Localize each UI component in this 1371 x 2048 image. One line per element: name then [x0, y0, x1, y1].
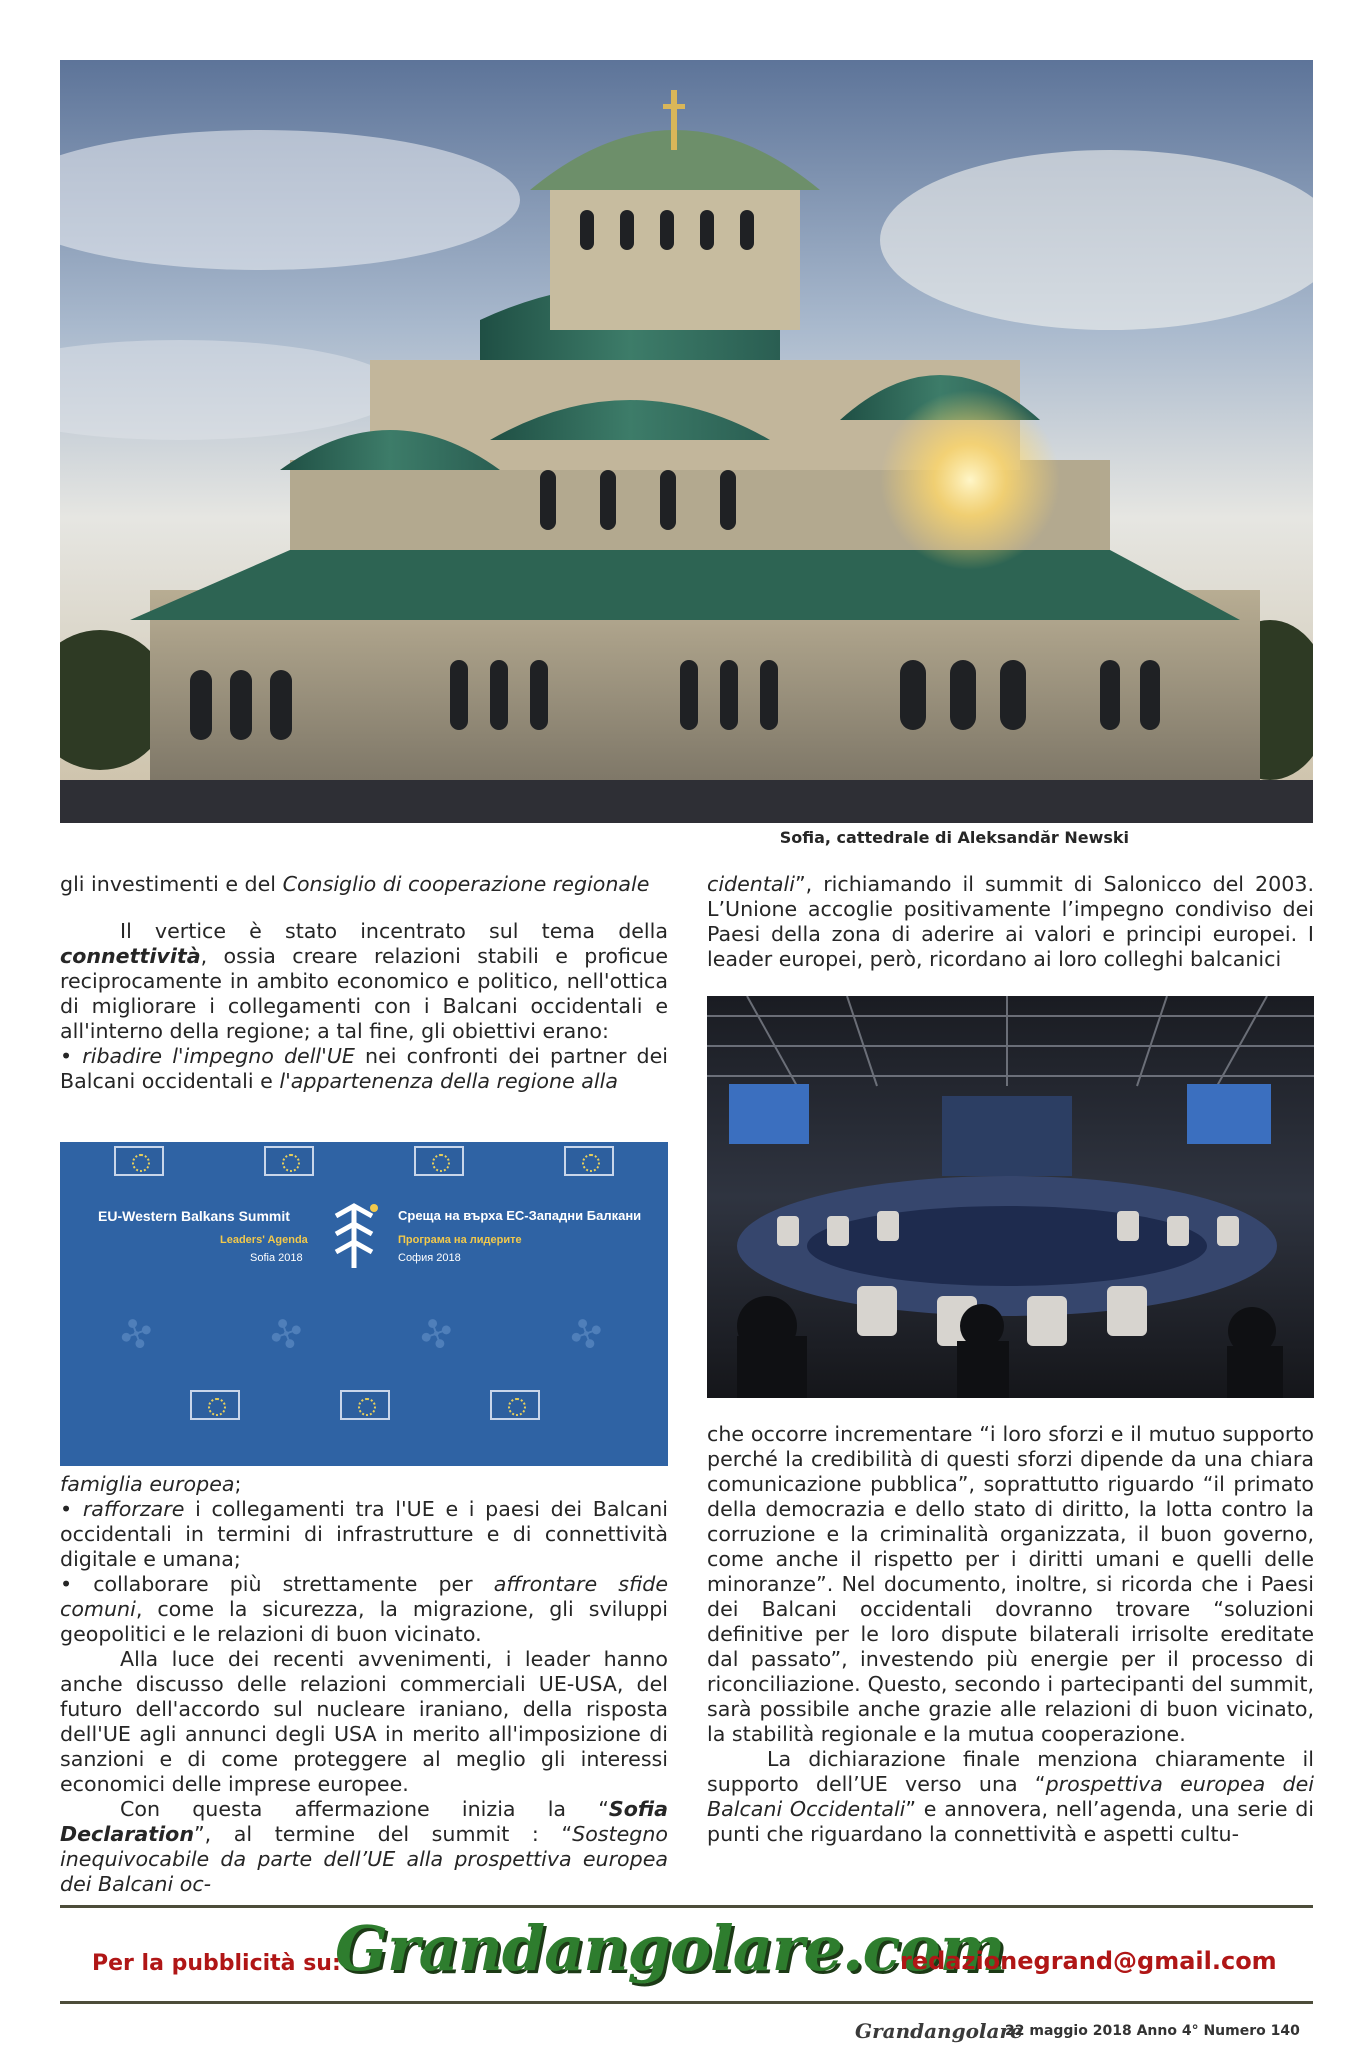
text-run-italic: l'appartenenza della regione alla: [279, 1069, 618, 1093]
conference-illustration: [707, 996, 1314, 1398]
text-run: ” e annovera, nell’agenda, una serie di punti che riguardano la connettività e aspetti cultu-: [707, 1797, 1314, 1846]
bullet-item: [60, 1497, 668, 1572]
eu-flag-icon: [264, 1146, 314, 1176]
text-run-italic: Sostegno inequivocabile da parte dell’UE alla prospettiva europea dei Balcani oc-: [60, 1822, 668, 1896]
issue-info: 22 maggio 2018 Anno 4° Numero 140: [1005, 2023, 1300, 2039]
cathedral-illustration: [60, 60, 1313, 823]
text-run-italic: ribadire l'impegno dell'UE: [82, 1044, 355, 1068]
footer-divider-bottom: [60, 2001, 1313, 2004]
text-run-bold-italic: connettività: [60, 944, 201, 968]
text-run: La dichiarazione finale menziona chiaramente il supporto dell’UE verso una “: [707, 1747, 1314, 1796]
paragraph: [707, 872, 1314, 972]
text-run: gli investimenti e del: [60, 872, 283, 896]
eu-flag-icon: [564, 1146, 614, 1176]
paragraph: [60, 1797, 668, 1897]
eu-flag-icon: [190, 1390, 240, 1420]
conference-hall-photo: [707, 996, 1314, 1398]
eu-flag-icon: [490, 1390, 540, 1420]
text-run: Con questa affermazione inizia la “: [120, 1797, 609, 1821]
text-run-italic: prospettiva europea dei Balcani Occidentali: [707, 1772, 1314, 1821]
paragraph: [60, 1472, 668, 1497]
text-run-italic: affrontare sfide comuni: [60, 1572, 668, 1621]
text-run: , ossia creare relazioni stabili e proficue reciprocamente in ambito economico e politico, nell'ottica di migliorare i collegamenti con i Balcani occidentali e all'interno della regione; a tal fine, gli obiettivi erano:: [60, 944, 668, 1043]
contact-email-link[interactable]: redazionegrand@gmail.com: [900, 1947, 1277, 1975]
banner-place-en: Sofia 2018: [250, 1252, 303, 1264]
article-column-right-top: [707, 872, 1314, 972]
eu-flag-icon: [114, 1146, 164, 1176]
bullet: •: [60, 1044, 83, 1068]
text-run-italic: cidentali: [707, 872, 795, 896]
text-run: ”, richiamando il summit di Salonicco del 2003. L’Unione accoglie positivamente l’impegno condiviso dei Paesi della zona di aderire ai valori e principi europei. I leader europei, però, ricordano ai loro colleghi balcanici: [707, 872, 1314, 971]
banner-title-bg: Среща на върха ЕС-Западни Балкани: [398, 1208, 642, 1223]
article-column-right-bottom: [707, 1422, 1314, 1847]
text-run: Il vertice è stato incentrato sul tema della: [120, 919, 668, 943]
text-run: ”, al termine del summit : “: [194, 1822, 573, 1846]
eu-flag-icon: [414, 1146, 464, 1176]
footer-divider-top: [60, 1905, 1313, 1908]
bullet: •: [60, 1497, 83, 1521]
bullet-item: [60, 1044, 668, 1094]
summit-logo-watermark-icon: ✣: [113, 1307, 161, 1363]
text-run-italic: famiglia europea: [60, 1472, 235, 1496]
text-run: • collaborare più strettamente per: [60, 1572, 494, 1596]
summit-logo-watermark-icon: ✣: [413, 1307, 461, 1363]
text-run: i collegamenti tra l'UE e i paesi dei Balcani occidentali in termini di infrastrutture e di connettività digitale e umana;: [60, 1497, 668, 1571]
text-run-italic: Consiglio di cooperazione regionale: [282, 872, 650, 896]
paragraph: Alla luce dei recenti avvenimenti, i leader hanno anche discusso delle relazioni commerciali UE-USA, del futuro dell'accordo sul nucleare iraniano, della risposta dell'UE agli annunci degli USA in merito all'imposizione di sanzioni e di come proteggere al meglio gli interessi economici delle imprese europee.: [60, 1647, 668, 1796]
cathedral-photo: [60, 60, 1313, 823]
banner-place-bg: София 2018: [398, 1252, 461, 1264]
bullet-item: [60, 1572, 668, 1647]
banner-title-en: EU-Western Balkans Summit: [98, 1208, 290, 1224]
summit-logo-watermark-icon: ✣: [563, 1307, 611, 1363]
paragraph: [707, 1747, 1314, 1847]
banner-subtitle-en: Leaders' Agenda: [220, 1234, 308, 1246]
text-run: , come la sicurezza, la migrazione, gli sviluppi geopolitici e le relazioni di buon vicinato.: [60, 1597, 668, 1646]
paragraph: [60, 872, 668, 897]
article-column-left-top: [60, 872, 668, 1094]
paragraph: [60, 919, 668, 1044]
text-run: nei confronti dei partner dei Balcani occidentali e: [60, 1044, 668, 1093]
brand-logo[interactable]: Grandangolare.com: [335, 1912, 1005, 1985]
text-run: ;: [234, 1472, 242, 1496]
banner-subtitle-bg: Програма на лидерите: [398, 1234, 522, 1246]
photo-caption: Sofia, cattedrale di Aleksandăr Newski: [779, 828, 1129, 847]
masthead-name: Grandangolare: [855, 2019, 1023, 2043]
summit-logo-icon: [328, 1202, 380, 1272]
eu-flag-icon: [340, 1390, 390, 1420]
text-run-italic: rafforzare: [82, 1497, 185, 1521]
article-column-left-bottom: [60, 1472, 668, 1897]
text-run-bold-italic: Sofia Declaration: [60, 1797, 668, 1846]
summit-banner-image: [60, 1142, 668, 1466]
summit-logo-watermark-icon: ✣: [263, 1307, 311, 1363]
paragraph: che occorre incrementare “i loro sforzi e il mutuo supporto perché la credibilità di questi sforzi dipende da una chiara comunicazione pubblica”, soprattutto riguardo “il primato della democrazia e dello stato di diritto, la lotta contro la corruzione e la criminalità organizzata, il buon governo, come anche il rispetto per i diritti umani e quelli delle minoranze”. Nel documento, inoltre, si ricorda che i Paesi dei Balcani occidentali dovranno trovare “soluzioni definitive per le loro dispute bilaterali irrisolte ereditate dal passato”, investendo più energie per il processo di riconciliazione. Questo, secondo i partecipanti del summit, sarà possibile anche grazie alle relazioni di buon vicinato, la stabilità regionale e la mutua cooperazione.: [707, 1422, 1314, 1746]
advertising-label: Per la pubblicità su:: [92, 1951, 341, 1976]
